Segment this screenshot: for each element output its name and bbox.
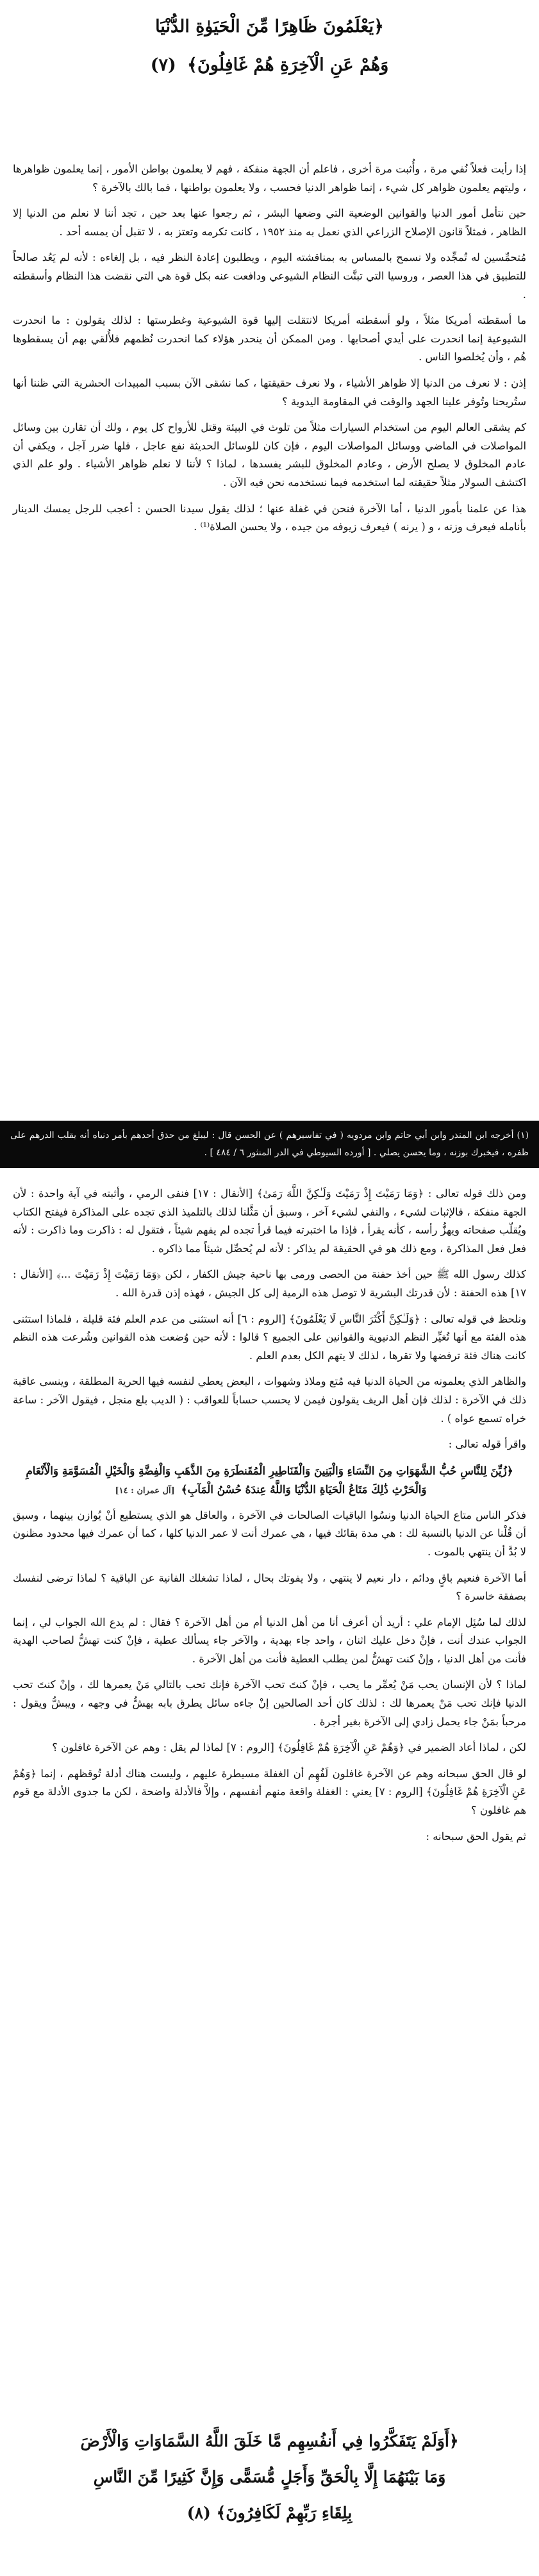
verse-reference: [آل عمران : ١٤] — [115, 1485, 175, 1496]
quran-verse-block — [12, 1462, 527, 1500]
paragraph: فذكر الناس متاع الحياة الدنيا ونسُوا الباقيات الصالحات في الآخرة ، والعاقل هو الذي يستطيع أنْ يُوازن بينهما ، وسبق أن قُلْنا عن الدنيا بالنسبة لك : هي مدة بقائك فيها ، هي عمرك أنت لا عمر الدنيا كلها ، كما أن عمرك فيها محدود مظنون لا بُدَّ أن ينتهي بالموت . — [13, 1509, 526, 1558]
ayah-number-badge: (٨) — [187, 2504, 211, 2522]
quran-verse-text: ﴿زُيِّنَ لِلنَّاسِ حُبُّ الشَّهَوَاتِ مِنَ النِّسَاءِ وَالْبَنِينَ وَالْقَنَاطِيرِ الْمُقَنطَرَةِ مِنَ الذَّهَبِ وَالْفِضَّةِ وَالْخَيْلِ الْمُسَوَّمَةِ وَالْأَنْعَامِ وَالْحَرْثِ ذَٰلِكَ مَتَاعُ الْحَيَاةِ الدُّنْيَا وَاللَّهُ عِندَهُ حُسْنُ الْمَآبِ﴾ — [26, 1464, 513, 1496]
ayah-number: ٧ — [158, 55, 168, 75]
paragraph: ما أسقطته أمريكا مثلاً ، ولو أسقطته أمريكا لانتقلت إليها قوة الشيوعية وغطرستها : لذلك يقولون : ما انحدرت الشيوعية إنما انحدرت على أيدي أصحابها . ومن الممكن أن ينحدر هؤلاء كما انحدرت نُظمهم فلأُلقي بهم أن يسقطوها هُم ، وأن يُخلصوا الناس . — [13, 314, 526, 364]
paragraph: كم يشقى العالم اليوم من استخدام السيارات مثلاً من تلوث في البيئة وقتل للأرواح كل يوم ، ولك أن تقارن بين وسائل المواصلات في الماضي ووسائل المواصلات اليوم ، فإن كان للوسائل الحديثة نفع عاجل ، فلها ضرر آجل ، ويكفي أن عادم المخلوق لا يصلح الأرض ، وعادم المخلوق للبشر يفسدها ، لماذا ؟ لأننا لا نعلم ظواهر الأشياء . ولو علم الذي اكتشف السولار مثلاً حقيقته لما استخدمه فيما نستخدمه نحن فيه الآن . — [13, 421, 526, 489]
paragraph: لو قال الحق سبحانه وهم عن الآخرة غافلون لَفُهِم أن الغفلة مسيطرة عليهم ، وليست هناك أدلة تُوقظهم ، إنما ﴿وَهُمْ عَنِ الْآخِرَةِ هُمْ غَافِلُونَ﴾ [الروم : ٧] يعني : الغفلة واقعة منهم أنفسهم ، وإلاَّ فالأدلة واضحة ، لكن ما جدوى الأدلة مع قوم هم غافلون ؟ — [13, 1767, 526, 1817]
section-part2 — [12, 1185, 527, 1454]
paragraph: أما الآخرة فنعيم باقٍ ودائم ، دار نعيم لا ينتهي ، ولا يفوتك بحال ، لماذا تشغلك الفانية عن الباقية ؟ لماذا ترضى لنفسك بصفقة خاسرة ؟ — [13, 1571, 526, 1603]
top-verse-line-1: ﴿يَعْلَمُونَ ظَاهِرًا مِّنَ الْحَيَوٰةِ الدُّنْيَا — [155, 17, 384, 37]
section-part1 — [12, 160, 527, 1114]
paragraph: حين نتأمل أمور الدنيا والقوانين الوضعية التي وضعها البشر ، ثم رجعوا عنها بعد حين ، تجد أننا لا نعلم من الدنيا إلا الظاهر ، فمثلاً قانون الإصلاح الزراعي الذي نعمل به منذ ١٩٥٢ ، كانت تكرمه وتعتز به ، لا تقبل أن يمسه أحد . — [13, 207, 526, 238]
paragraph: لذلك لما سُئِل الإمام علي : أريد أن أعرف أنا من أهل الدنيا أم من أهل الآخرة ؟ فقال : لم يدع الله الجواب لي ، إنما الجواب عندك أنت ، فإنْ دخل عليك اثنان ، واحد جاء بهدية ، والآخر جاء يسألك عطية ، فإنْ كنت تهشُّ لصاحب الهدية فأنت من أهل الدنيا ، وإنْ كنت تهشُّ لمن يطلب العطية فأنت من أهل الآخرة . — [13, 1616, 526, 1665]
paragraph: والظاهر الذي يعلمونه من الحياة الدنيا فيه مُتع وملاذ وشهوات ، البعض يعطي لنفسه فيها الحرية المطلقة ، وينسى عاقبة ذلك في الآخرة : لذلك فإن أهل الريف يقولون فيمن لا يحسب حساباً للعواقب : ( الديب بلع منجل ، فيقول الآخر : ساعة خراه تسمع عواه ) . — [13, 1375, 526, 1425]
paragraph: لكن ، لماذا أعاد الضمير في ﴿وَهُمْ عَنِ الْآخِرَةِ هُمْ غَافِلُونَ﴾ [الروم : ٧] لماذا لم يقل : وهم عن الآخرة غافلون ؟ — [52, 1741, 526, 1754]
top-verse-banner — [12, 0, 527, 160]
ayah-number: ٨ — [194, 2504, 203, 2522]
bottom-verse-line-2: وَمَا بَيْنَهُمَا إِلَّا بِالْحَقِّ وَأَجَلٍ مُّسَمًّى وَإِنَّ كَثِيرًا مِّنَ النَّاسِ — [93, 2468, 446, 2486]
paragraph: إذا رأيت فعلاً نُفي مرة ، وأُثبت مرة أخرى ، فاعلم أن الجهة منفكة ، فهم لا يعلمون بواطن الأمور ، إنما يعلمون ظواهرها ، وليتهم يعلمون ظواهر كل شيء ، إنما ظواهر الدنيا فحسب ، ولا يعلمون بواطنها ، فما بالك بالآخرة ؟ — [13, 163, 526, 194]
paragraph: إذن : لا نعرف من الدنيا إلا ظواهر الأشياء ، ولا نعرف حقيقتها ، كما نشقى الآن بسبب المبيدات الحشرية التي ظننا أنها ستُريحنا وتُوفر علينا الجهد والوقت في المقاومة اليدوية ؟ — [13, 376, 526, 408]
section-part4 — [12, 1739, 527, 1846]
bottom-verse-line-3-text: بِلِقَاءِ رَبِّهِمْ لَكَافِرُونَ﴾ — [216, 2504, 352, 2522]
bottom-verse-banner — [12, 2423, 527, 2531]
bottom-verse-line-1: ﴿أَوَلَمْ يَتَفَكَّرُوا فِي أَنفُسِهِم مَّا خَلَقَ اللَّهُ السَّمَاوَاتِ وَالْأَرْضَ — [80, 2432, 459, 2450]
paragraph: واقرأ قوله تعالى : — [448, 1438, 526, 1451]
paragraph: ثم يقول الحق سبحانه : — [426, 1830, 526, 1843]
top-verse-line-2-text: وَهُمْ عَنِ الْآخِرَةِ هُمْ غَافِلُونَ﴾ — [187, 55, 389, 75]
paragraph: هذا عن علمنا بأمور الدنيا ، أما الآخرة فنحن في غفلة عنها ؛ لذلك يقول سيدنا الحسن : أعجب للرجل يمسك الدينار بأنامله فيعرف وزنه ، و ( يرنه ) فيعرف زيوفه من جيده ، ولا يحسن الصلاة⁽¹⁾ . — [13, 502, 526, 533]
bottom-verse-line-3 — [12, 2495, 527, 2531]
paragraph: لماذا ؟ لأن الإنسان يحب مَنْ يُعمِّر ما يحب ، فإنْ كنتَ تحب الآخرة فإنك تحب بالتالي مَنْ يعمرها لك ، وإنْ كنتَ تحب الدنيا فإنك تحب مَنْ يعمرها لك : لذلك كان أحد الصالحين إنْ جاءه سائل يطرق بابه يهشُّ في وجهه ، ويبشُّ ويقول : مرحباً بمَنْ جاء يحمل زادي إلى الآخرة بغير أجرة . — [13, 1678, 526, 1728]
footnote: (١) أخرجه ابن المنذر وابن أبي حاتم وابن مردويه ( في تفاسيرهم ) عن الحسن قال : ليبلغ من حذق أحدهم بأمر دنياه أنه يقلب الدرهم على ظفره ، فيخبرك بوزنه ، وما يحسن يصلي . [ أورده السيوطي في الدر المنثور ٦ / ٤٨٤ ] . — [0, 1121, 539, 1168]
paragraph: مُتحمِّسين له تُمجِّده ولا نسمح بالمساس به بمناقشته اليوم ، ويطلبون إعادة النظر فيه ، بل إلغاءه : لأنه لم يَعُد صالحاً للتطبيق في هذا العصر ، وروسيا التي تبنَّت النظام الشيوعي ودافعت عنه بكل قوة هي التي نقضت هذا النظام وأسقطته . — [13, 251, 526, 301]
ayah-number-badge: (٧) — [150, 55, 176, 75]
section-part3 — [12, 1507, 527, 1732]
paragraph: ونلحظ في قوله تعالى : ﴿وَلَـٰكِنَّ أَكْثَرَ النَّاسِ لَا يَعْلَمُونَ﴾ [الروم : ٦] أنه استثنى من عدم العلم فئة قليلة ، فلماذا استثنى هذه الفئة مع أنها تُغيِّر النظم الدنيوية والقوانين على الجميع ؟ قالوا : لأنه حين وُضعت هذه القوانين وشُرعت هذه النظم كانت هناك فئة ترفضها ولا تقرها ، لذلك لا يتهم الكل بعدم العلم . — [13, 1312, 526, 1362]
paragraph: كذلك رسول الله ﷺ حين أخذ حفنة من الحصى ورمى بها ناحية جيش الكفار ، لكن ﴿وَمَا رَمَيْتَ إِذْ رَمَيْتَ ...﴾ [الأنفال : ١٧] هذه الحفنة : لأن قدرتك البشرية لا توصل هذه الرمية إلى كل الجيش ، فهذه إذن قدرة الله . — [13, 1268, 526, 1299]
paragraph: ومن ذلك قوله تعالى : ﴿وَمَا رَمَيْتَ إِذْ رَمَيْتَ وَلَـٰكِنَّ اللَّهَ رَمَىٰ﴾ [الأنفال : ١٧] فنفى الرمي ، وأثبته في آية واحدة : لأن الجهة منفكة ، فالإثبات لشيء ، والنفي لشيء آخر ، وسبق أن مَثَّلنا لذلك بالتلميذ الذي تجده على المذاكرة فيفتح الكتاب ويُقلّب صفحاته ويهزُّ رأسه ، كأنه يقرأ ، فإذا ما اختبرته فيما قرأ تجده لم يفهم شيئاً ، فتقول له : ذاكرت وما ذاكرت : لأنه فعل فعل المذاكرة ، ومع ذلك هو في الحقيقة لم يذاكر : لأنه لم يُحصِّل شيئاً مما ذاكره . — [13, 1187, 526, 1255]
top-verse-line-2 — [24, 46, 515, 85]
